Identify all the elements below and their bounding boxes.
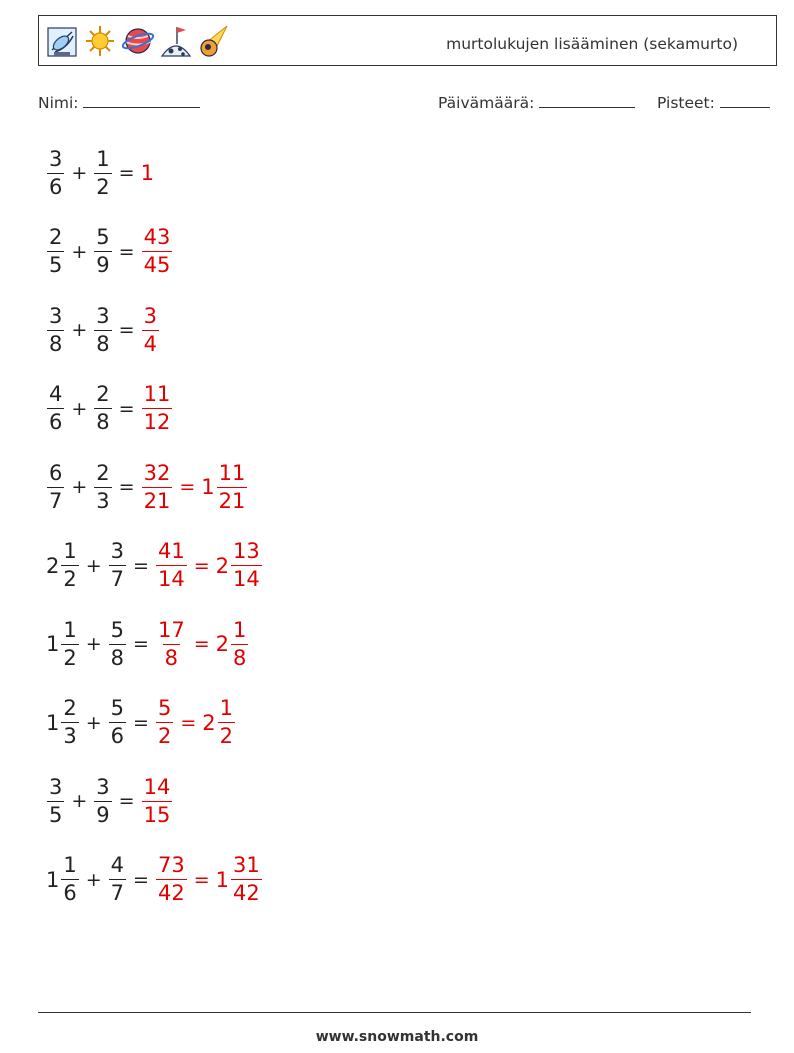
equals-sign: = — [118, 162, 135, 184]
answer-mixed-fraction — [217, 698, 236, 747]
answer-mixed-numerator: 11 — [218, 460, 246, 485]
addend-a-fraction — [46, 774, 65, 827]
name-blank-line[interactable] — [83, 95, 200, 108]
answer-fraction-denominator: 8 — [164, 645, 179, 670]
problem-row — [46, 302, 160, 358]
addend-b-fraction — [108, 541, 127, 590]
addend-a-denominator: 6 — [63, 881, 77, 905]
addend-b-fraction — [108, 698, 127, 747]
addend-b-fraction — [93, 774, 112, 827]
addend-a-numerator: 3 — [49, 146, 63, 171]
addend-b-number — [93, 146, 112, 199]
answer-fraction-number — [141, 460, 174, 513]
name-field — [38, 94, 200, 112]
answer-fraction-fraction — [155, 541, 188, 590]
date-field — [438, 94, 635, 112]
answer-fraction-denominator: 21 — [143, 488, 171, 513]
addend-a-numerator: 1 — [63, 617, 77, 642]
answer-fraction-numerator: 3 — [143, 303, 157, 328]
addend-b-numerator: 2 — [96, 382, 110, 406]
addend-b-fraction — [93, 227, 112, 276]
worksheet-header — [38, 15, 777, 66]
answer-mixed-number — [216, 855, 263, 904]
answer-fraction-numerator: 11 — [143, 382, 171, 406]
answer-fraction-numerator: 17 — [157, 617, 185, 642]
answer — [155, 855, 263, 904]
answer-mixed-fraction — [216, 460, 249, 513]
answer-fraction-denominator: 45 — [143, 253, 171, 277]
equals-sign: = — [133, 633, 149, 655]
addend-b-denominator: 7 — [110, 881, 125, 905]
addend-a-numerator: 2 — [49, 225, 63, 249]
answer-mixed-fraction — [230, 855, 263, 904]
addend-a-numerator: 1 — [63, 539, 77, 563]
planet-icon — [121, 22, 155, 60]
addend-a-fraction — [46, 227, 65, 276]
score-label: Pisteet: — [657, 94, 715, 112]
addend-a-numerator: 3 — [49, 303, 63, 328]
addend-a-number — [46, 303, 65, 356]
addend-b-number — [93, 460, 112, 513]
addend-a-denominator: 5 — [49, 253, 63, 277]
plus-sign: + — [71, 319, 88, 341]
answer — [141, 303, 160, 356]
addend-a-denominator: 2 — [63, 645, 77, 670]
answer-mixed-numerator: 1 — [219, 696, 234, 720]
answer-fraction-denominator: 4 — [143, 331, 157, 356]
addend-a-denominator: 6 — [49, 174, 63, 199]
plus-sign: + — [85, 554, 102, 577]
addend-b-numerator: 5 — [96, 225, 110, 249]
answer-fraction-numerator: 43 — [143, 225, 171, 249]
addend-a-number — [46, 774, 65, 827]
addend-a-denominator: 6 — [49, 410, 63, 434]
addend-b-fraction — [108, 855, 127, 904]
addend-a-whole: 2 — [46, 553, 60, 578]
addend-a-numerator: 6 — [49, 460, 63, 485]
addend-a-whole: 1 — [46, 867, 60, 892]
addend-a-fraction — [46, 384, 65, 433]
addend-b-numerator: 3 — [96, 774, 110, 799]
addend-b-denominator: 9 — [96, 253, 110, 277]
plus-sign: + — [85, 711, 102, 734]
answer-fraction-number — [155, 541, 188, 590]
problem-row — [46, 773, 173, 829]
answer-fraction-numerator: 14 — [143, 774, 171, 799]
footer-divider — [38, 1012, 751, 1013]
answer — [141, 384, 174, 433]
equals-sign: = — [133, 554, 149, 577]
problem-row — [46, 695, 236, 751]
answer-mixed-denominator: 14 — [233, 567, 260, 591]
problem-row — [46, 459, 248, 515]
answer-mixed-number — [201, 460, 248, 513]
answer-mixed-numerator: 1 — [233, 617, 247, 642]
answer-fraction-fraction — [141, 303, 160, 356]
equals-sign: = — [133, 868, 149, 891]
addend-a-numerator: 1 — [63, 853, 77, 877]
answer-fraction-number — [141, 384, 174, 433]
equals-sign: = — [133, 711, 149, 734]
answer-fraction-number — [141, 774, 174, 827]
addend-a-fraction — [46, 460, 65, 513]
answer-mixed-whole: 1 — [201, 475, 215, 499]
addend-a-numerator: 4 — [49, 382, 63, 406]
addend-b-number — [93, 384, 112, 433]
addend-b-fraction — [108, 617, 127, 670]
equals-sign: = — [118, 240, 135, 263]
worksheet-title: murtolukujen lisääminen (sekamurto) — [446, 35, 738, 53]
answer-fraction-denominator: 12 — [143, 410, 171, 434]
answer-mixed-number — [202, 698, 236, 747]
answer-mixed-whole: 2 — [215, 632, 229, 656]
addend-a-number — [46, 384, 65, 433]
answer-equals-sign: = — [193, 868, 210, 891]
addend-a-denominator: 5 — [49, 802, 63, 827]
score-field — [657, 94, 770, 112]
answer — [155, 617, 249, 670]
addend-b-numerator: 2 — [96, 460, 110, 485]
equals-sign: = — [118, 397, 135, 420]
answer-mixed-numerator: 13 — [233, 539, 260, 563]
plus-sign: + — [85, 633, 102, 655]
addend-a-number — [46, 460, 65, 513]
plus-sign: + — [71, 240, 88, 263]
satellite-dish-icon — [45, 22, 79, 60]
comet-icon — [197, 22, 231, 60]
equals-sign: = — [118, 476, 135, 498]
answer-fraction-number — [155, 855, 188, 904]
addend-b-numerator: 5 — [110, 696, 125, 720]
answer-fraction-fraction — [141, 774, 174, 827]
equals-sign: = — [118, 319, 135, 341]
date-label: Päivämäärä: — [438, 94, 535, 112]
addend-a-numerator: 3 — [49, 774, 63, 799]
answer-fraction-denominator: 2 — [157, 724, 172, 748]
footer-url: www.snowmath.com — [315, 1029, 479, 1045]
addend-b-numerator: 5 — [110, 617, 125, 642]
addend-b-denominator: 3 — [96, 488, 110, 513]
answer-fraction-fraction — [141, 384, 174, 433]
answer — [141, 227, 174, 276]
addend-a-number — [46, 855, 80, 904]
addend-b-number — [108, 855, 127, 904]
addend-a-fraction — [46, 303, 65, 356]
answer-fraction-whole: 1 — [140, 161, 154, 185]
answer-equals-sign: = — [193, 633, 210, 655]
addend-b-fraction — [93, 146, 112, 199]
addend-a-denominator: 8 — [49, 331, 63, 356]
plus-sign: + — [71, 790, 88, 812]
problem-row — [46, 538, 263, 594]
answer-fraction-numerator: 41 — [157, 539, 185, 563]
score-blank-line[interactable] — [720, 95, 770, 108]
plus-sign: + — [71, 162, 88, 184]
header-icons — [45, 22, 231, 60]
addend-a-fraction — [60, 541, 79, 590]
problem-row — [46, 381, 173, 437]
addend-b-number — [108, 617, 127, 670]
addend-a-number — [46, 227, 65, 276]
addend-a-denominator: 2 — [63, 567, 77, 591]
addend-a-number — [46, 698, 80, 747]
addend-b-numerator: 4 — [110, 853, 125, 877]
problem-row — [46, 224, 173, 280]
answer-equals-sign: = — [193, 554, 210, 577]
answer-mixed-denominator: 2 — [219, 724, 234, 748]
addend-b-numerator: 3 — [110, 539, 125, 563]
date-blank-line[interactable] — [539, 95, 635, 108]
answer-mixed-whole: 2 — [215, 553, 229, 578]
answer — [155, 698, 236, 747]
answer-fraction-number — [155, 617, 188, 670]
addend-b-number — [93, 227, 112, 276]
addend-b-denominator: 9 — [96, 802, 110, 827]
answer — [155, 541, 263, 590]
addend-b-fraction — [93, 384, 112, 433]
answer-mixed-denominator: 21 — [218, 488, 246, 513]
addend-b-numerator: 3 — [96, 303, 110, 328]
answer-fraction-fraction — [141, 460, 174, 513]
equals-sign: = — [118, 790, 135, 812]
answer — [141, 460, 249, 513]
plus-sign: + — [71, 397, 88, 420]
addend-a-number — [46, 146, 65, 199]
answer-mixed-number — [216, 541, 263, 590]
addend-a-whole: 1 — [46, 632, 60, 656]
answer-equals-sign: = — [179, 476, 196, 498]
problem-row — [46, 145, 155, 201]
answer-mixed-denominator: 8 — [233, 645, 247, 670]
plus-sign: + — [85, 868, 102, 891]
problem-row — [46, 852, 263, 908]
addend-b-denominator: 7 — [110, 567, 125, 591]
answer-fraction-denominator: 42 — [157, 881, 185, 905]
answer-fraction-number — [141, 303, 160, 356]
answer-fraction-denominator: 14 — [157, 567, 185, 591]
answer-fraction-number — [141, 227, 174, 276]
addend-a-denominator: 7 — [49, 488, 63, 513]
addend-b-fraction — [93, 303, 112, 356]
addend-a-number — [46, 617, 80, 670]
addend-b-denominator: 6 — [110, 724, 125, 748]
addend-a-whole: 1 — [46, 710, 60, 735]
answer-fraction-number — [141, 161, 155, 185]
addend-b-denominator: 2 — [96, 174, 110, 199]
addend-b-denominator: 8 — [96, 410, 110, 434]
answer-mixed-whole: 2 — [202, 710, 216, 735]
addend-b-denominator: 8 — [96, 331, 110, 356]
addend-b-denominator: 8 — [110, 645, 125, 670]
addend-a-number — [46, 541, 80, 590]
addend-a-fraction — [60, 855, 79, 904]
answer-fraction-numerator: 32 — [143, 460, 171, 485]
answer-fraction-numerator: 5 — [157, 696, 172, 720]
answer — [141, 161, 155, 185]
answer — [141, 774, 174, 827]
answer-fraction-fraction — [155, 855, 188, 904]
addend-b-number — [108, 698, 127, 747]
answer-equals-sign: = — [180, 711, 197, 734]
addend-b-fraction — [93, 460, 112, 513]
problem-row — [46, 616, 249, 672]
answer-mixed-fraction — [230, 617, 249, 670]
moon-flag-icon — [159, 22, 193, 60]
answer-mixed-numerator: 31 — [233, 853, 260, 877]
answer-mixed-denominator: 42 — [233, 881, 260, 905]
answer-fraction-fraction — [141, 227, 174, 276]
addend-a-fraction — [46, 146, 65, 199]
answer-mixed-whole: 1 — [215, 867, 229, 892]
answer-mixed-fraction — [230, 541, 263, 590]
sun-icon — [83, 22, 117, 60]
addend-a-fraction — [60, 617, 79, 670]
addend-b-number — [93, 774, 112, 827]
addend-b-number — [93, 303, 112, 356]
answer-fraction-denominator: 15 — [143, 802, 171, 827]
answer-fraction-number — [155, 698, 174, 747]
name-label: Nimi: — [38, 94, 79, 112]
addend-a-numerator: 2 — [63, 696, 77, 720]
plus-sign: + — [71, 476, 88, 498]
answer-fraction-numerator: 73 — [157, 853, 185, 877]
answer-mixed-number — [215, 617, 250, 670]
answer-fraction-fraction — [155, 617, 188, 670]
addend-a-denominator: 3 — [63, 724, 77, 748]
addend-a-fraction — [60, 698, 79, 747]
answer-fraction-fraction — [155, 698, 174, 747]
addend-b-number — [108, 541, 127, 590]
addend-b-numerator: 1 — [96, 146, 110, 171]
